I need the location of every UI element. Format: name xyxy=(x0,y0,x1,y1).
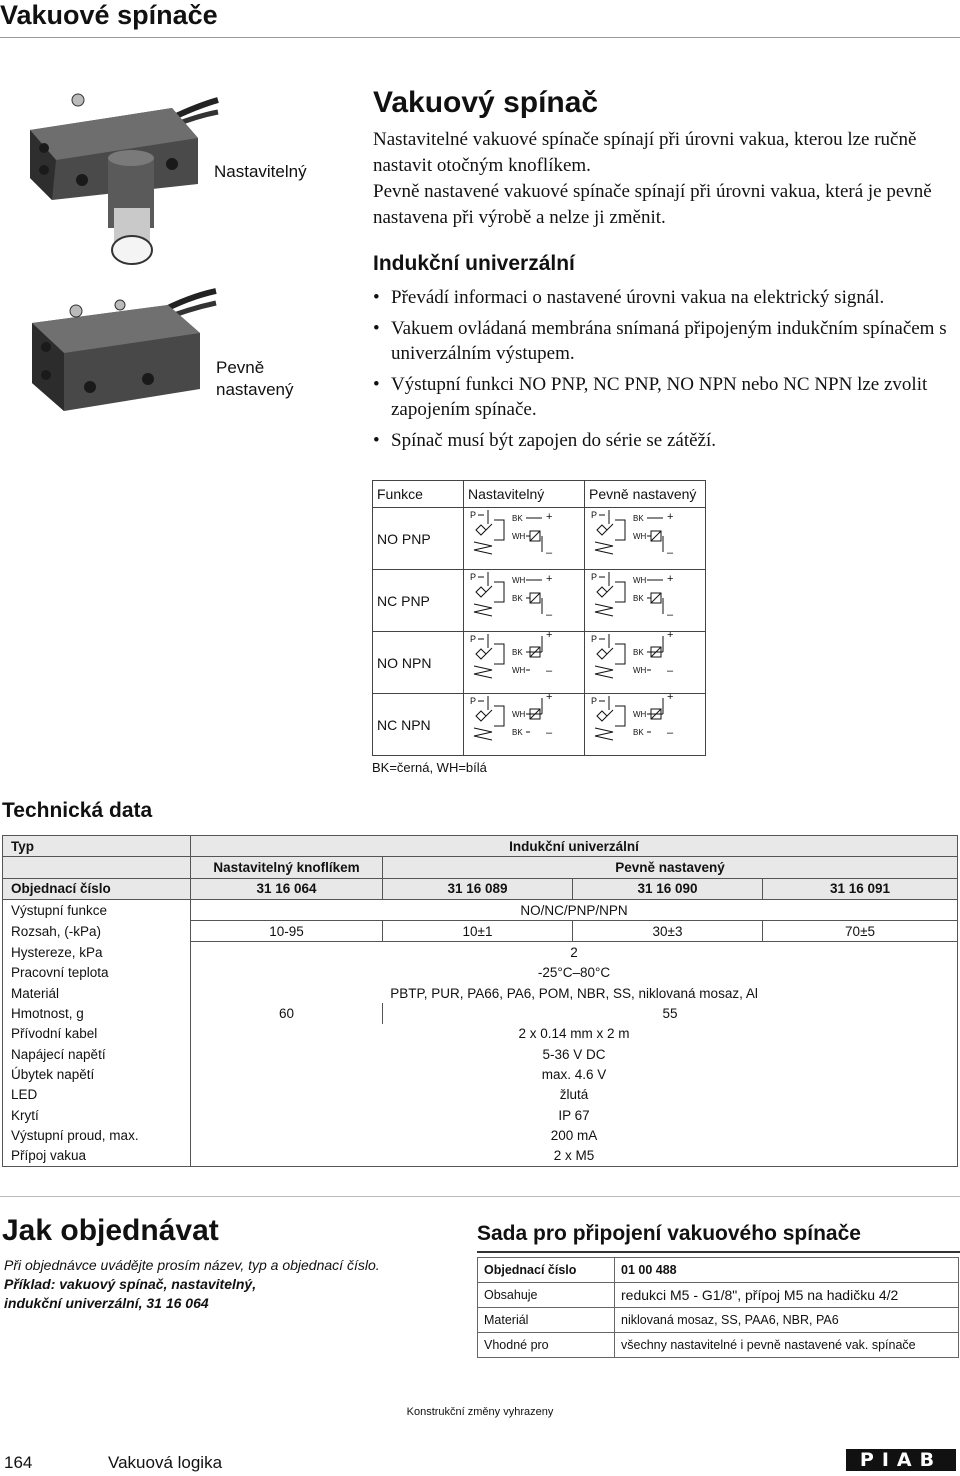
sensor-diamond xyxy=(597,649,607,659)
spec-label: LED xyxy=(3,1085,191,1105)
wire-label-top: WH xyxy=(512,576,526,585)
spec-label: Napájecí napětí xyxy=(3,1044,191,1064)
typ-value: Indukční univerzální xyxy=(191,836,958,857)
spec-value: PBTP, PUR, PA66, PA6, POM, NBR, SS, niklovaná mosaz, Al xyxy=(191,983,958,1003)
wire-label-bottom: WH xyxy=(633,532,647,541)
sensor-diamond xyxy=(597,711,607,721)
spec-value: 2 xyxy=(191,942,958,963)
adjustable-label: Nastavitelný xyxy=(214,162,307,181)
minus-terminal: – xyxy=(546,727,553,739)
order-example: Příklad: vakuový spínač, nastavitelný, xyxy=(4,1276,257,1292)
plus-terminal: + xyxy=(667,632,674,641)
spec-value: 70±5 xyxy=(763,921,958,942)
func-row xyxy=(373,508,706,570)
spec-label: Úbytek napětí xyxy=(3,1064,191,1084)
func-header-adjustable: Nastavitelný xyxy=(464,481,585,508)
order-number: 31 16 090 xyxy=(573,878,763,899)
pressure-label: P xyxy=(591,634,598,644)
fixed-label: Pevně nastavený xyxy=(216,358,294,399)
tech-data-title: Technická data xyxy=(2,799,153,822)
switch-housing xyxy=(615,644,625,664)
sensor-arrow xyxy=(607,586,613,592)
kit-value: všechny nastavitelné i pevně nastavené vak. spínače xyxy=(615,1333,959,1358)
kit-title: Sada pro připojení vakuového spínače xyxy=(477,1222,861,1245)
sensor-diamond xyxy=(597,525,607,535)
switch-housing xyxy=(494,706,504,726)
sensor-diamond xyxy=(476,711,486,721)
description xyxy=(373,127,953,231)
sensor-diamond xyxy=(476,525,486,535)
order-line: Při objednávce uvádějte prosím název, typ a objednací číslo. xyxy=(4,1257,380,1273)
spec-label: Rozsah, (-kPa) xyxy=(3,921,191,942)
spec-value: žlutá xyxy=(191,1085,958,1105)
color-legend: BK=černá, WH=bílá xyxy=(372,760,487,775)
spec-label: Přívodní kabel xyxy=(3,1024,191,1044)
spec-label: Výstupní proud, max. xyxy=(3,1125,191,1145)
func-name: NC PNP xyxy=(373,570,464,632)
wiring-diagram-svg xyxy=(464,632,584,690)
wiring-diagram-svg xyxy=(585,632,705,690)
spec-value: 10-95 xyxy=(191,921,383,942)
minus-terminal: – xyxy=(667,609,674,621)
sensor-arrow xyxy=(486,710,492,716)
func-name: NC NPN xyxy=(373,694,464,756)
wire-label-top: BK xyxy=(512,648,523,657)
feature-item: • Spínač musí být zapojen do série se zátěží. xyxy=(391,428,960,453)
spring-symbol xyxy=(474,604,492,616)
spec-label: Výstupní funkce xyxy=(3,899,191,920)
switch-housing xyxy=(615,582,625,602)
func-name: NO NPN xyxy=(373,632,464,694)
wire-label-top: WH xyxy=(633,710,647,719)
spring-symbol xyxy=(474,666,492,678)
plus-terminal: + xyxy=(546,632,553,641)
order-title: Jak objednávat xyxy=(2,1214,219,1247)
spec-value: 55 xyxy=(383,1003,958,1023)
wire-label-bottom: WH xyxy=(512,532,526,541)
adj-variant-label: Nastavitelný knoflíkem xyxy=(191,857,383,878)
switch-housing xyxy=(615,520,625,540)
switch-housing xyxy=(615,706,625,726)
wiring-diagram-svg xyxy=(585,508,705,566)
kit-label: Materiál xyxy=(478,1308,615,1333)
page-number: 164 xyxy=(4,1453,33,1472)
empty-cell xyxy=(3,857,191,878)
wire-label-top: BK xyxy=(633,648,644,657)
description-adjustable: Nastavitelné vakuové spínače spínají při úrovni vakua, kterou lze ručně nastavit otočným knoflíkem. xyxy=(373,129,917,176)
kit-label: Objednací číslo xyxy=(478,1258,615,1283)
kit-row xyxy=(478,1258,959,1283)
kit-value: 01 00 488 xyxy=(615,1258,959,1283)
pressure-label: P xyxy=(470,510,477,520)
spec-value: IP 67 xyxy=(191,1105,958,1125)
minus-terminal: – xyxy=(546,609,553,621)
order-instructions xyxy=(4,1256,464,1313)
kit-table xyxy=(477,1257,959,1358)
kit-row xyxy=(478,1283,959,1308)
sensor-arrow xyxy=(607,648,613,654)
minus-terminal: – xyxy=(667,547,674,559)
sensor-diamond xyxy=(476,587,486,597)
kit-row xyxy=(478,1333,959,1358)
spec-value: 60 xyxy=(191,1003,383,1023)
kit-row xyxy=(478,1308,959,1333)
wire-label-top: WH xyxy=(512,710,526,719)
wire-label-bottom: WH xyxy=(633,666,647,675)
function-table xyxy=(372,480,706,756)
sensor-arrow xyxy=(486,648,492,654)
sensor-diamond xyxy=(476,649,486,659)
order-number: 31 16 064 xyxy=(191,878,383,899)
sensor-arrow xyxy=(486,586,492,592)
fixed-variant-label: Pevně nastavený xyxy=(383,857,958,878)
spec-value: -25°C–80°C xyxy=(191,963,958,983)
footer-note: Konstrukční změny vyhrazeny xyxy=(406,1406,554,1418)
kit-value: niklovaná mosaz, SS, PAA6, NBR, PA6 xyxy=(615,1308,959,1333)
spec-label: Pracovní teplota xyxy=(3,963,191,983)
description-fixed: Pevně nastavené vakuové spínače spínají při úrovni vakua, která je pevně nastavena při výrobě a nelze ji změnit. xyxy=(373,181,932,228)
pressure-label: P xyxy=(470,696,477,706)
kit-label: Vhodné pro xyxy=(478,1333,615,1358)
wiring-diagram-adjustable xyxy=(464,570,585,632)
sensor-arrow xyxy=(607,524,613,530)
typ-label: Typ xyxy=(3,836,191,857)
pressure-label: P xyxy=(470,572,477,582)
feature-item: • Výstupní funkci NO PNP, NC PNP, NO NPN nebo NC NPN lze zvolit zapojením spínače. xyxy=(391,372,960,422)
wiring-diagram-svg xyxy=(585,570,705,628)
switch-housing xyxy=(494,520,504,540)
wiring-diagram-svg xyxy=(464,508,584,566)
minus-terminal: – xyxy=(546,665,553,677)
wiring-diagram-fixed xyxy=(585,632,706,694)
sensor-diamond xyxy=(597,587,607,597)
spec-label: Krytí xyxy=(3,1105,191,1125)
spec-value: 30±3 xyxy=(573,921,763,942)
feature-item: • Převádí informaci o nastavené úrovni vakua na elektrický signál. xyxy=(391,285,960,310)
main-title: Vakuový spínač xyxy=(373,86,599,119)
spring-symbol xyxy=(595,666,613,678)
header-rule xyxy=(0,37,960,38)
switch-housing xyxy=(494,582,504,602)
feature-item: • Vakuem ovládaná membrána snímaná připojeným indukčním spínačem s univerzálním výstupem. xyxy=(391,316,960,366)
func-name: NO PNP xyxy=(373,508,464,570)
sensor-arrow xyxy=(486,524,492,530)
section-name: Vakuová logika xyxy=(108,1453,223,1472)
wire-label-top: BK xyxy=(512,514,523,523)
fixed-switch-image xyxy=(28,283,218,423)
order-number: 31 16 089 xyxy=(383,878,573,899)
wire-label-bottom: BK xyxy=(512,594,523,603)
wire-label-bottom: BK xyxy=(633,594,644,603)
wiring-diagram-adjustable xyxy=(464,632,585,694)
load-diagonal xyxy=(651,593,661,603)
spring-symbol xyxy=(474,542,492,554)
adjustable-switch-image xyxy=(22,88,222,268)
wire-label-bottom: BK xyxy=(512,728,523,737)
pressure-label: P xyxy=(591,510,598,520)
spring-symbol xyxy=(595,542,613,554)
order-number-label: Objednací číslo xyxy=(3,878,191,899)
wiring-diagram-svg xyxy=(464,694,584,752)
spring-symbol xyxy=(474,728,492,740)
spec-value: 5-36 V DC xyxy=(191,1044,958,1064)
wiring-diagram-adjustable xyxy=(464,694,585,756)
func-row xyxy=(373,632,706,694)
plus-terminal: + xyxy=(546,511,553,523)
pressure-label: P xyxy=(591,696,598,706)
wire-label-top: BK xyxy=(633,514,644,523)
page-header-title: Vakuové spínače xyxy=(0,0,218,30)
kit-label: Obsahuje xyxy=(478,1283,615,1308)
subtitle-inductive: Indukční univerzální xyxy=(373,252,575,275)
spec-label: Hystereze, kPa xyxy=(3,942,191,963)
load-diagonal xyxy=(530,531,540,541)
spec-label: Přípoj vakua xyxy=(3,1145,191,1166)
load-diagonal xyxy=(651,531,661,541)
feature-list xyxy=(373,285,960,459)
wiring-diagram-svg xyxy=(585,694,705,752)
plus-terminal: + xyxy=(546,573,553,585)
spec-value: 2 x M5 xyxy=(191,1145,958,1166)
plus-terminal: + xyxy=(546,694,553,703)
minus-terminal: – xyxy=(667,665,674,677)
func-header-fixed: Pevně nastavený xyxy=(585,481,706,508)
spec-value: 200 mA xyxy=(191,1125,958,1145)
spring-symbol xyxy=(595,728,613,740)
order-example: indukční univerzální, 31 16 064 xyxy=(4,1295,209,1311)
plus-terminal: + xyxy=(667,573,674,585)
section-divider xyxy=(0,1196,960,1197)
kit-title-rule xyxy=(477,1251,960,1253)
wiring-diagram-fixed xyxy=(585,508,706,570)
tech-data-table xyxy=(2,835,958,1167)
kit-value: redukci M5 - G1/8", přípoj M5 na hadičku 4/2 xyxy=(615,1283,959,1308)
spec-label: Materiál xyxy=(3,983,191,1003)
spec-value: max. 4.6 V xyxy=(191,1064,958,1084)
wire-label-bottom: WH xyxy=(512,666,526,675)
load-diagonal xyxy=(530,593,540,603)
pressure-label: P xyxy=(470,634,477,644)
piab-logo: PIAB xyxy=(846,1449,956,1471)
plus-terminal: + xyxy=(667,511,674,523)
spring-symbol xyxy=(595,604,613,616)
wire-label-bottom: BK xyxy=(633,728,644,737)
wire-label-top: WH xyxy=(633,576,647,585)
pressure-label: P xyxy=(591,572,598,582)
spec-value: NO/NC/PNP/NPN xyxy=(191,899,958,920)
order-number: 31 16 091 xyxy=(763,878,958,899)
plus-terminal: + xyxy=(667,694,674,703)
sensor-arrow xyxy=(607,710,613,716)
func-row xyxy=(373,694,706,756)
wiring-diagram-adjustable xyxy=(464,508,585,570)
minus-terminal: – xyxy=(667,727,674,739)
func-header-function: Funkce xyxy=(373,481,464,508)
spec-value: 2 x 0.14 mm x 2 m xyxy=(191,1024,958,1044)
spec-value: 10±1 xyxy=(383,921,573,942)
wiring-diagram-fixed xyxy=(585,570,706,632)
func-row xyxy=(373,570,706,632)
minus-terminal: – xyxy=(546,547,553,559)
wiring-diagram-svg xyxy=(464,570,584,628)
wiring-diagram-fixed xyxy=(585,694,706,756)
spec-label: Hmotnost, g xyxy=(3,1003,191,1023)
switch-housing xyxy=(494,644,504,664)
